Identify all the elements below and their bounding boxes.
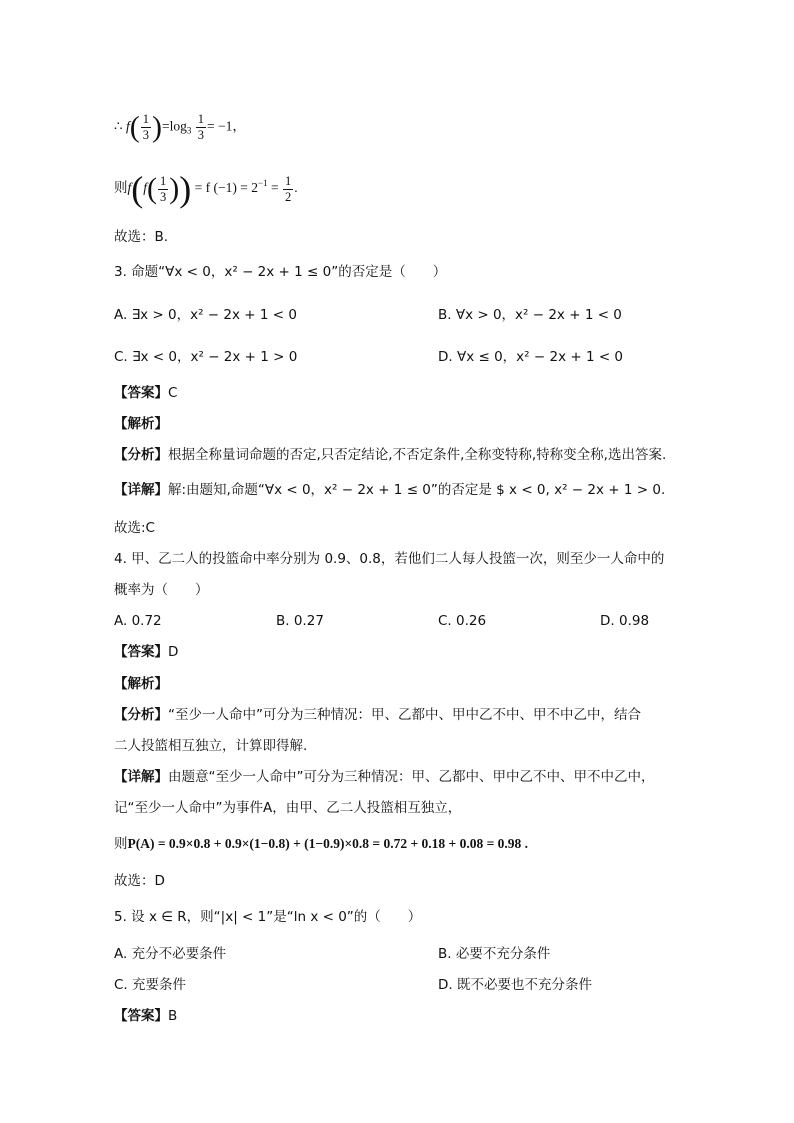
- q4-option-a: A. 0.72: [114, 613, 162, 629]
- q4-choose: 故选：D: [114, 873, 165, 889]
- function-symbol: f: [125, 118, 130, 134]
- q3-option-c: C. ∃x < 0，x² − 2x + 1 > 0: [114, 349, 298, 365]
- q3-choose: 故选:C: [114, 520, 155, 536]
- therefore-symbol: ∴: [114, 118, 123, 134]
- q4-xiangjie-1: 【详解】由题意“至少一人命中”可分为三种情况：甲、乙都中、甲中乙不中、甲不中乙中，: [114, 769, 655, 785]
- q3-option-d: D. ∀x ≤ 0，x² − 2x + 1 < 0: [438, 349, 624, 365]
- fraction: $\frac{1}{3}$: [197, 112, 204, 142]
- q3-option-a: A. ∃x > 0，x² − 2x + 1 < 0: [114, 307, 297, 323]
- choose-line-b: 故选：B.: [114, 229, 169, 245]
- question-3-stem: 3. 命题“∀x < 0，x² − 2x + 1 ≤ 0”的否定是（ ）: [114, 264, 447, 280]
- q3-xiangjie: 【详解】解:由题知,命题“∀x < 0，x² − 2x + 1 ≤ 0”的否定是 $ x < 0, x² − 2x + 1 > 0.: [114, 482, 666, 498]
- q4-analysis-tag: 【解析】: [114, 676, 168, 692]
- q5-option-c: C. 充要条件: [114, 977, 187, 993]
- q3-analysis-tag: 【解析】: [114, 416, 168, 432]
- q4-option-b: B. 0.27: [276, 613, 324, 629]
- q4-xiangjie-3: 则P(A) = 0.9×0.8 + 0.9×(1−0.8) + (1−0.9)×0.8 = 0.72 + 0.18 + 0.08 = 0.98 .: [114, 836, 529, 852]
- q5-answer: 【答案】B: [114, 1008, 178, 1024]
- q4-option-c: C. 0.26: [438, 613, 487, 629]
- log-text: =log: [161, 118, 187, 134]
- q5-option-b: B. 必要不充分条件: [438, 946, 551, 962]
- q3-fenxi: 【分析】根据全称量词命题的否定,只否定结论,不否定条件,全称变特称,特称变全称,选出答案.: [114, 447, 667, 463]
- q4-fenxi-2: 二人投篮相互独立，计算即得解.: [114, 738, 308, 754]
- q4-answer: 【答案】D: [114, 644, 179, 660]
- right-paren: ): [151, 110, 162, 144]
- answer-value: C: [168, 385, 178, 401]
- log-base: 3: [186, 125, 192, 136]
- q5-option-a: A. 充分不必要条件: [114, 946, 227, 962]
- left-paren: (: [129, 110, 140, 144]
- q3-option-b: B. ∀x > 0，x² − 2x + 1 < 0: [438, 307, 622, 323]
- q3-answer: [114, 383, 177, 403]
- q4-fenxi-1: 【分析】“至少一人命中”可分为三种情况：甲、乙都中、甲中乙不中、甲不中乙中，结合: [114, 707, 641, 723]
- question-4-stem-1: 4. 甲、乙二人的投篮命中率分别为 0.9、0.8，若他们二人每人投篮一次，则至少一人命中的: [114, 551, 665, 567]
- equation-result: = −1，: [206, 118, 246, 134]
- q5-option-d: D. 既不必要也不充分条件: [438, 977, 592, 993]
- q4-xiangjie-2: 记“至少一人命中”为事件A，由甲、乙二人投篮相互独立，: [114, 800, 462, 816]
- exponent: −1: [257, 178, 268, 189]
- fraction: $\frac{1}{2}$: [284, 173, 292, 204]
- answer-tag: 【答案】: [114, 385, 168, 401]
- question-5-stem: 5. 设 x ∈ R，则“|x| < 1”是“ln x < 0”的（ ）: [114, 909, 422, 925]
- fraction: $\frac{1}{3}$: [142, 112, 149, 142]
- equation-middle: = f (−1) = 2: [194, 180, 258, 196]
- q4-option-d: D. 0.98: [600, 613, 650, 629]
- equation-line-2: 则f(f( $\frac{1}{3}$ )) = f $(-1) = 2^{-1}$ = $\frac{1}{2}$ .: [114, 169, 298, 209]
- question-4-stem-2: 概率为（ ）: [114, 582, 209, 598]
- fraction: $\frac{1}{3}$: [160, 173, 167, 204]
- equation-line-1: [114, 112, 246, 143]
- ze-text: 则: [114, 180, 128, 197]
- probability-equation: P(A) = 0.9×0.8 + 0.9×(1−0.8) + (1−0.9)×0.8 = 0.72 + 0.18 + 0.08 = 0.98 .: [127, 836, 529, 851]
